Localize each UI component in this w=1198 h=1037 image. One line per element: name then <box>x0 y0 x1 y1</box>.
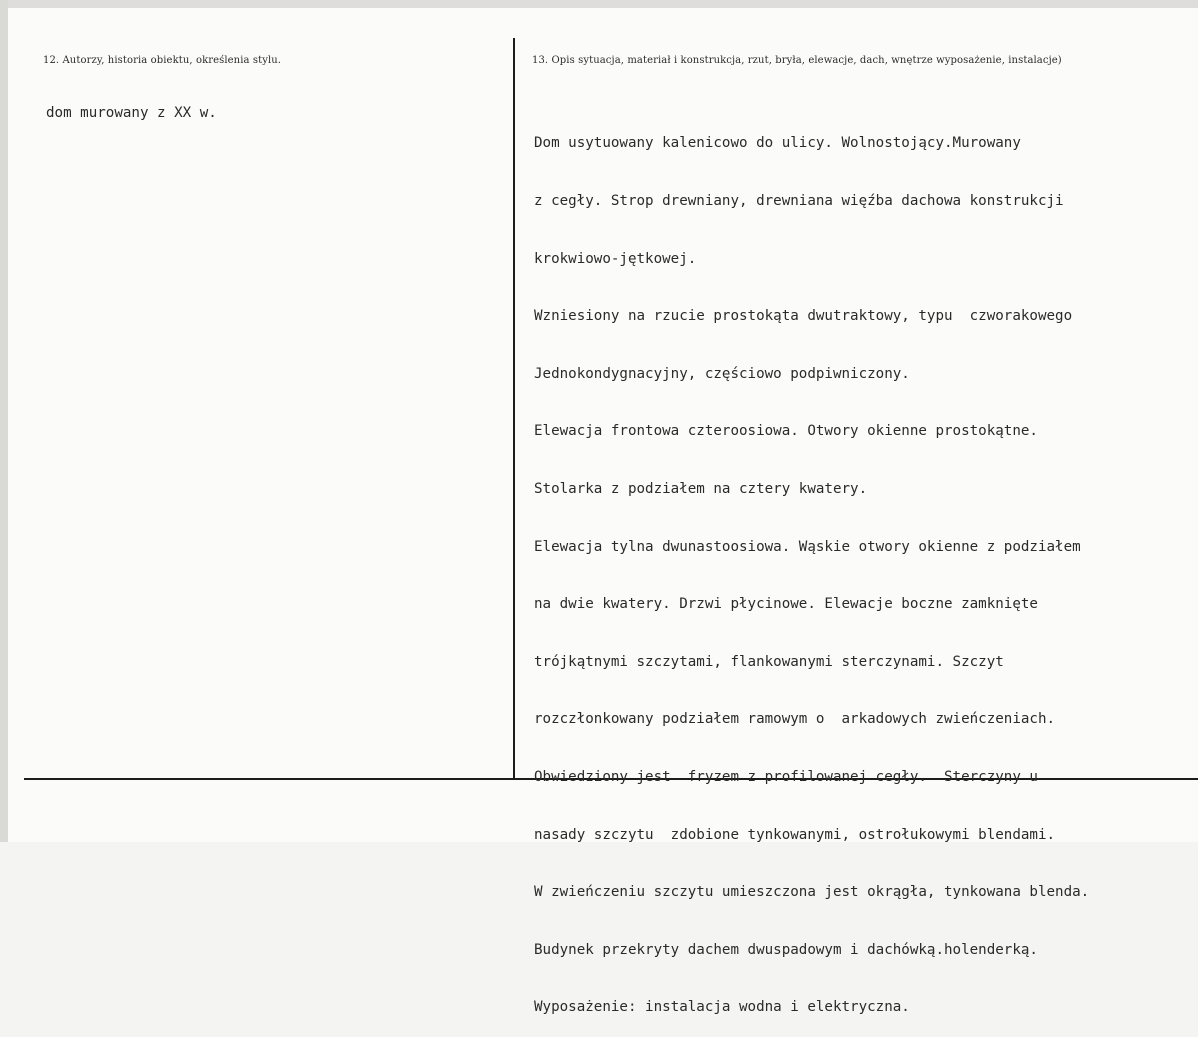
description-line: Budynek przekryty dachem dwuspadowym i dachówką.holenderką. <box>534 941 1038 958</box>
description-line: nasady szczytu zdobione tynkowanymi, ostrołukowymi blendami. <box>534 826 1056 843</box>
description-line: Dom usytuowany kalenicowo do ulicy. Wolnostojący.Murowany <box>534 135 1021 152</box>
description-line: krokwiowo-jętkowej. <box>534 250 697 267</box>
description-line: z cegły. Strop drewniany, drewniana więźba dachowa konstrukcji <box>534 193 1064 209</box>
description-line: na dwie kwatery. Drzwi płycinowe. Elewacje boczne zamknięte <box>534 596 1038 613</box>
description-line: Wzniesiony na rzucie prostokąta dwutraktowy, typu czworakowego <box>534 308 1073 325</box>
section-12-header: 12. Autorzy, historia obiektu, określenia stylu. <box>43 55 282 66</box>
description-line: W zwieńczeniu szczytu umieszczona jest okrągła, tynkowana blenda. <box>534 884 1090 901</box>
description-line: Elewacja tylna dwunastoosiowa. Wąskie otwory okienne z podziałem <box>534 538 1081 555</box>
column-divider <box>513 38 515 778</box>
scan-edge-top <box>0 0 1198 8</box>
section-12-text: dom murowany z XX w. <box>46 105 217 121</box>
description-line: Elewacja frontowa czteroosiowa. Otwory okienne prostokątne. <box>534 423 1038 440</box>
description-line: Jednokondygnacyjny, częściowo podpiwniczony. <box>534 365 910 382</box>
section-13-header: 13. Opis sytuacja, materiał i konstrukcja, rzut, bryła, elewacje, dach, wnętrze wyposażenie, instalacje) <box>532 55 1062 66</box>
description-line: Stolarka z podziałem na cztery kwatery. <box>534 480 868 497</box>
description-line: Wyposażenie: instalacja wodna i elektryczna. <box>534 999 910 1016</box>
description-line: trójkątnymi szczytami, flankowanymi sterczynami. Szczyt <box>534 653 1004 670</box>
section-13-text <box>534 96 1089 1037</box>
description-line: Obwiedziony jest fryzem z profilowanej cegły. Sterczyny u <box>534 768 1038 785</box>
scan-edge-left <box>0 0 8 842</box>
description-line: rozczłonkowany podziałem ramowym o arkadowych zwieńczeniach. <box>534 711 1056 728</box>
